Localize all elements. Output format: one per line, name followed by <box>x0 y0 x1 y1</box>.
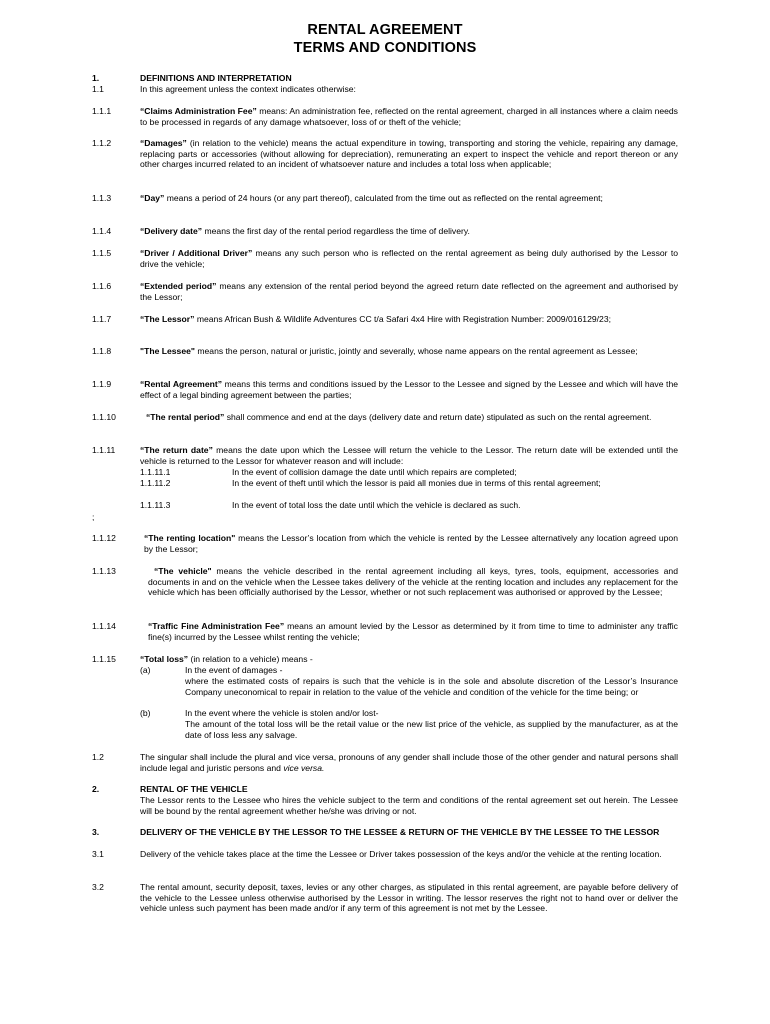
document-title: RENTAL AGREEMENT <box>307 22 463 38</box>
list-item-detail: where the estimated costs of repairs is such that the vehicle is in the sole and absolute discretion of the Lessor’s Insurance Company uneconomical to repair in relation to the value of the vehicle and condition of the vehicle for the time being; or <box>185 676 678 697</box>
section-2-body: The Lessor rents to the Lessee who hires the vehicle subject to the term and conditions of the rental agreement set out herein. The Lessee will be bound by the rental agreement whether he/she was driving or not. <box>140 795 678 816</box>
document-subtitle: TERMS AND CONDITIONS <box>293 40 477 56</box>
list-item-detail: The amount of the total loss will be the retail value or the new list price of the vehicle, as supplied by the manufacturer, as at the date of loss less any salvage. <box>185 719 678 740</box>
stray-mark: ; <box>92 512 95 522</box>
document-page: RENTAL AGREEMENT TERMS AND CONDITIONS 1. DEFINITIONS AND INTERPRETATION 1.1 In this agreement unless the context indicates otherwise: 1.1.1 “Claims Administration Fee” means: An administration fee, reflected on the rental agreement, charged in all instances where a claim needs to be processed in regards of any damage whatsoever, loss of or theft of the vehicle; 1.1.2 “Damages” (in relation to the vehicle) means the actual expenditure in towing, transporting and storing the vehicle, repairing any damage, replacing parts or accessories (without allowing for depreciation), remunerating an expert to inspect the vehicle and report thereon or any other charges incurred related to an incident of whatsoever nature and includes a total loss when applicable; 1.1.3 “Day” means a period of 24 hours (or any part thereof), calculated from the time out as reflected on the rental agreement; 1.1.4 “Delivery date” means the first day of the rental period regardless the time of delivery. 1.1.5 “Driver / Additional Driver” means any such person who is reflected on the rental agreement as being duly authorised by the Lessor to drive the vehicle; 1.1.6 “Extended period” means any extension of the rental period beyond the agreed return date reflected on the agreement and authorised by the Lessor; 1.1.7 “The Lessor” means African Bush & Wildlife Adventures CC t/a Safari 4x4 Hire with Registration Number: 2009/016129/23; 1.1.8 "The Lessee" means the person, natural or juristic, jointly and severally, whose name appears on the rental agreement as Lessee; 1.1.9 “Rental Agreement” means this terms and conditions issued by the Lessor to the Lessee and signed by the Lessee and which will have the effect of a legal binding agreement between the parties; 1.1.10 “The rental period” shall commence and end at the days (delivery date and return date) stipulated as such on the rental agreement. 1.1.11 “The return date” means the date upon which the Lessee will return the vehicle to the Lessor. The return date will be extended until the vehicle is returned to the Lessor for whatever reason and will include: 1.1.11.1 In the event of collision damage the date until which repairs are completed; 1.1.11.2 In the event of theft until which the lessor is paid all monies due in terms of this rental agreement; 1.1.11.3 In the event of total loss the date until which the vehicle is declared as such. ; 1.1.12 “The renting location" means the Lessor’s location from which the vehicle is rented by the Lessee alternatively any location agreed upon by the Lessor; 1.1.13 “The vehicle" means the vehicle described in the rental agreement including all keys, tyres, tools, equipment, accessories and documents in and on the vehicle when the Lessee takes delivery of the vehicle at the renting location and includes any replacement for the vehicle which has been officially authorised by the Lessor, whether or not such replacement was authorised or approved by the Lessee; 1.1.14 “Traffic Fine Administration Fee” means an amount levied by the Lessor as determined by it from time to time to administer any traffic fine(s) incurred by the Lessee whilst renting the vehicle; 1.1.15 “Total loss” (in relation to a vehicle) means - (a) In the event of damages - where the estimated costs of repairs is such that the vehicle is in the sole and absolute discretion of the Lessor’s Insurance Company uneconomical to repair in relation to the value of the vehicle and condition of the vehicle for the time being; or (b) In the event where the vehicle is stolen and/or lost- The amount of the total loss will be the retail value or the new list price of the vehicle, as supplied by the manufacturer, as at the date of loss less any salvage. 1.2 The singular shall include the plural and vice versa, pronouns of any gender shall include those of the other gender and natural persons shall include legal and juristic persons and vice versa. 2. RENTAL OF THE VEHICLE The Lessor rents to the Lessee who hires the vehicle subject to the term and conditions of the rental agreement set out herein. The Lessee will be bound by the rental agreement whether he/she was driving or not. 3. DELIVERY OF THE VEHICLE BY THE LESSOR TO THE LESSEE & RETURN OF THE VEHICLE BY THE LESSEE TO THE LESSOR 3.1 Delivery of the vehicle takes place at the time the Lessee or Driver takes possession of the keys and/or the vehicle at the renting location. 3.2 The rental amount, security deposit, taxes, levies or any other charges, as stipulated in this rental agreement, are payable before delivery of the vehicle to the Lessee unless otherwise authorised by the Lessor in writing. The lessor reserves the right not to hand over or deliver the vehicle unless such payment has been made and/or if any term of this agreement is not met by the Lessee. <box>0 0 770 1024</box>
